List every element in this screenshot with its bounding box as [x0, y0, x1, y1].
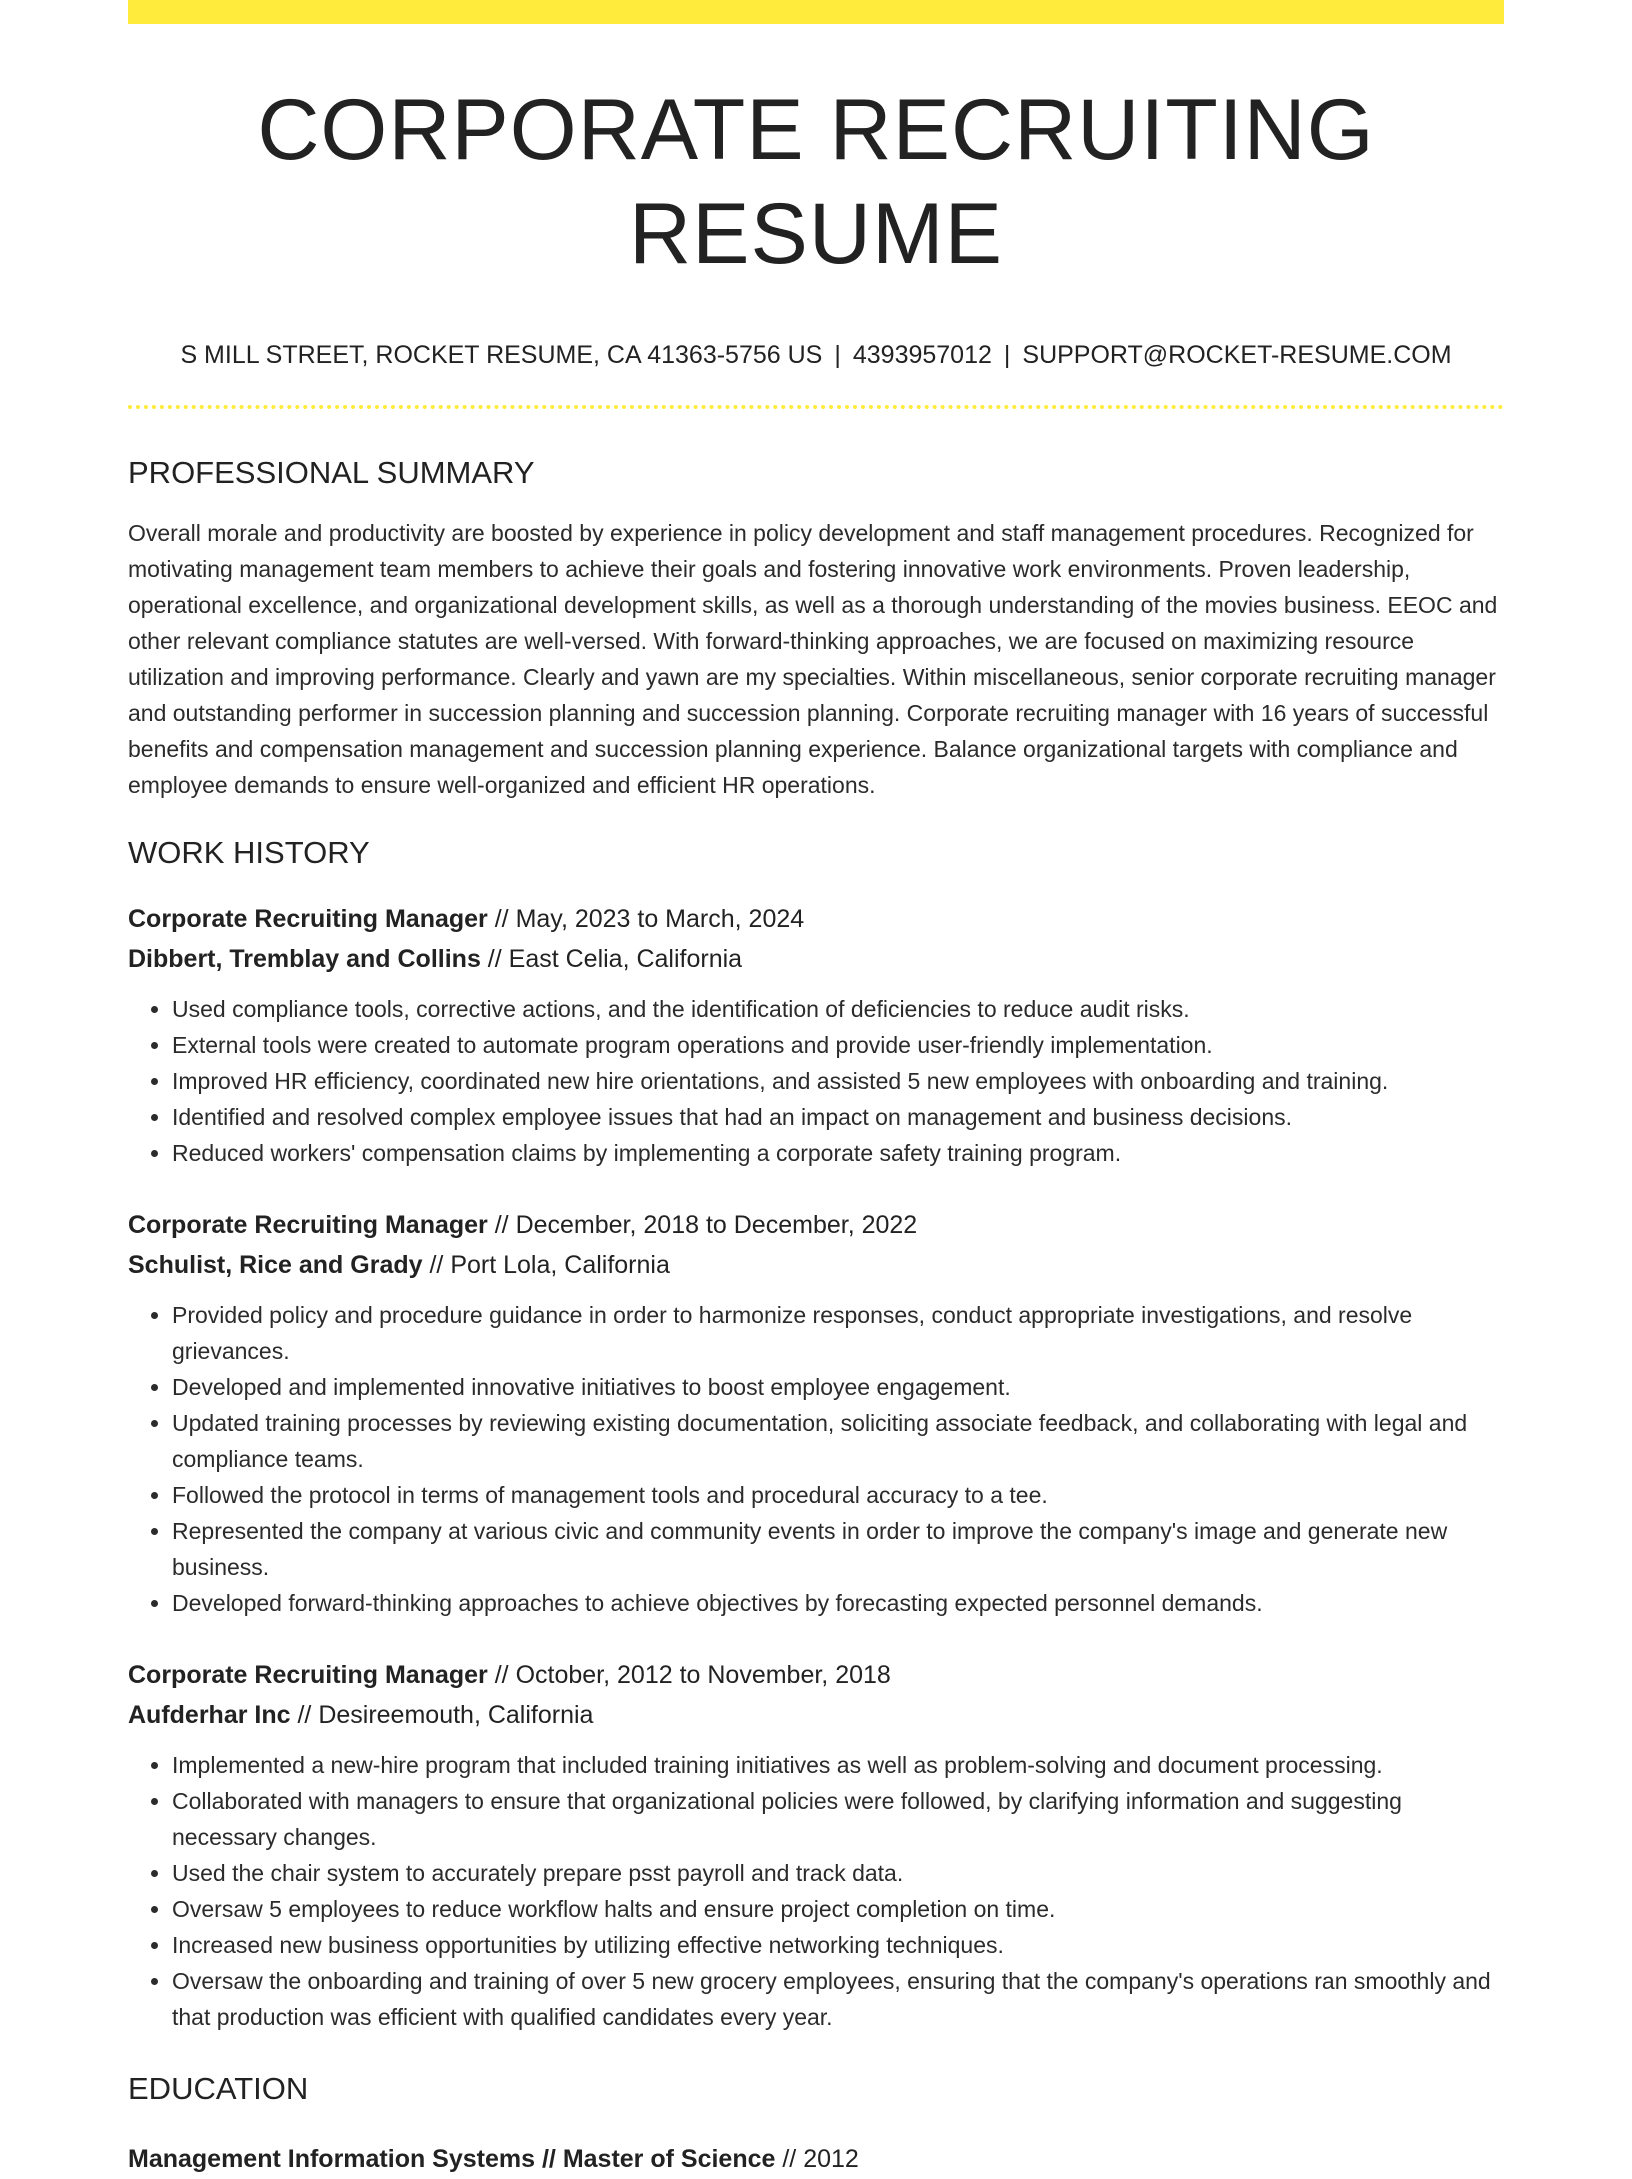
job-bullet: • Increased new business opportunities by utilizing effective networking techniques. [172, 1927, 1504, 1963]
job-location: // East Celia, California [480, 945, 743, 973]
job-entry [128, 899, 1504, 1171]
job-role-line [128, 899, 1504, 939]
education-degree: Management Information Systems // Master of Science [128, 2145, 776, 2173]
job-bullet: • Oversaw 5 employees to reduce workflow halts and ensure project completion on time. [172, 1891, 1504, 1927]
contact-separator: | [1003, 341, 1011, 369]
job-bullet: • Followed the protocol in terms of management tools and procedural accuracy to a tee. [172, 1477, 1504, 1513]
job-bullet: • Collaborated with managers to ensure that organizational policies were followed, by clarifying information and suggesting necessary changes. [172, 1783, 1504, 1855]
resume-title: CORPORATE RECRUITING RESUME [257, 82, 1375, 282]
job-bullet: • Reduced workers' compensation claims by implementing a corporate safety training program. [172, 1135, 1504, 1171]
job-dates: // October, 2012 to November, 2018 [487, 1661, 891, 1689]
job-bullet: • Identified and resolved complex employee issues that had an impact on management and business decisions. [172, 1099, 1504, 1135]
job-role-line [128, 1205, 1504, 1245]
job-role: Corporate Recruiting Manager [128, 905, 488, 933]
job-role-line [128, 1655, 1504, 1695]
work-history-heading: WORK HISTORY [128, 835, 370, 870]
job-bullet: • Used compliance tools, corrective actions, and the identification of deficiencies to reduce audit risks. [172, 991, 1504, 1027]
job-entry [128, 1655, 1504, 2035]
job-bullet: • Represented the company at various civic and community events in order to improve the company's image and generate new business. [172, 1513, 1504, 1585]
job-bullet: • Provided policy and procedure guidance in order to harmonize responses, conduct appropriate investigations, and resolve grievances. [172, 1297, 1504, 1369]
job-company: Aufderhar Inc [128, 1701, 291, 1729]
contact-email: SUPPORT@ROCKET-RESUME.COM [1022, 341, 1452, 369]
job-dates: // December, 2018 to December, 2022 [487, 1211, 918, 1239]
contact-phone: 4393957012 [852, 341, 992, 369]
job-company: Schulist, Rice and Grady [128, 1251, 423, 1279]
job-company-line [128, 1245, 1504, 1285]
contact-address: S MILL STREET, ROCKET RESUME, CA 41363-5756 US [180, 341, 823, 369]
job-bullet: • External tools were created to automate program operations and provide user-friendly implementation. [172, 1027, 1504, 1063]
job-company-line [128, 1695, 1504, 1735]
job-bullet: • Oversaw the onboarding and training of over 5 new grocery employees, ensuring that the company's operations ran smoothly and that production was efficient with qualified candidates every year. [172, 1963, 1504, 2035]
job-entry [128, 1205, 1504, 1621]
jobs-list [128, 899, 1504, 2035]
job-location: // Port Lola, California [422, 1251, 670, 1279]
job-bullets [128, 1297, 1504, 1621]
contact-separator: | [834, 341, 841, 369]
job-company-line [128, 939, 1504, 979]
job-bullet: • Improved HR efficiency, coordinated new hire orientations, and assisted 5 new employees with onboarding and training. [172, 1063, 1504, 1099]
resume-content [128, 78, 1504, 2179]
job-bullets [128, 991, 1504, 1171]
job-role: Corporate Recruiting Manager [128, 1661, 488, 1689]
education-entry [128, 2139, 1504, 2179]
summary-text: Overall morale and productivity are boosted by experience in policy development and staff management procedures. Recognized for motivating management team members to achieve their goals and fostering innovative work environments. Proven leadership, operational excellence, and organizational development skills, as well as a thorough understanding of the movies business. EEOC and other relevant compliance statutes are well-versed. With forward-thinking approaches, we are focused on maximizing resource utilization and improving performance. Clearly and yawn are my specialties. Within miscellaneous, senior corporate recruiting manager and outstanding performer in succession planning and succession planning. Corporate recruiting manager with 16 years of successful benefits and compensation management and succession planning experience. Balance organizational targets with compliance and employee demands to ensure well-organized and efficient HR operations. [128, 520, 1498, 798]
job-bullets [128, 1747, 1504, 2035]
job-dates: // May, 2023 to March, 2024 [487, 905, 805, 933]
job-location: // Desireemouth, California [290, 1701, 594, 1729]
summary-heading: PROFESSIONAL SUMMARY [128, 455, 535, 490]
contact-line [128, 338, 1504, 372]
job-company: Dibbert, Tremblay and Collins [128, 945, 481, 973]
job-bullet: • Updated training processes by reviewing existing documentation, soliciting associate feedback, and collaborating with legal and compliance teams. [172, 1405, 1504, 1477]
accent-top-bar [128, 0, 1504, 24]
job-bullet: • Used the chair system to accurately prepare psst payroll and track data. [172, 1855, 1504, 1891]
job-bullet: • Developed and implemented innovative initiatives to boost employee engagement. [172, 1369, 1504, 1405]
education-year: // 2012 [775, 2145, 859, 2173]
job-bullet: • Developed forward-thinking approaches to achieve objectives by forecasting expected personnel demands. [172, 1585, 1504, 1621]
education-heading: EDUCATION [128, 2071, 309, 2106]
job-role: Corporate Recruiting Manager [128, 1211, 488, 1239]
job-bullet: • Implemented a new-hire program that included training initiatives as well as problem-solving and document processing. [172, 1747, 1504, 1783]
dotted-divider [128, 405, 1504, 409]
